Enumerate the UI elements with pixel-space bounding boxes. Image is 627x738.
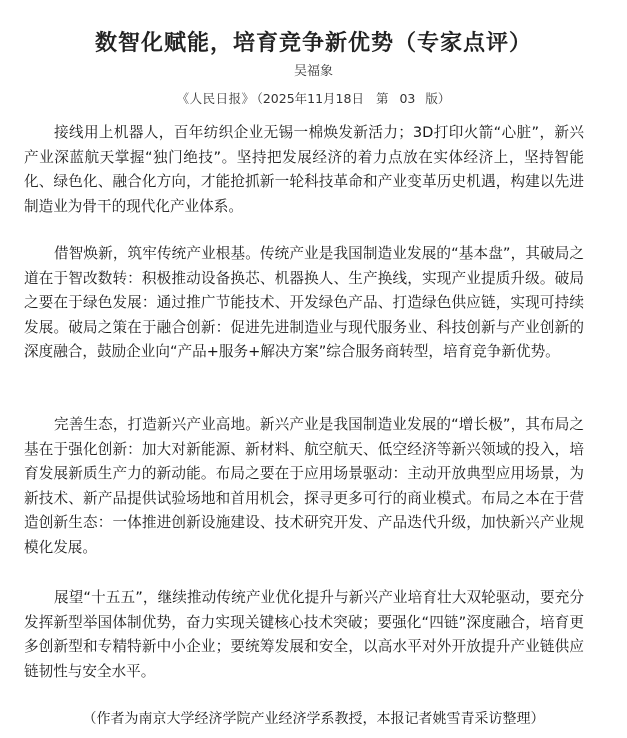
author-note: （作者为南京大学经济学院产业经济学系教授，本报记者姚雪青采访整理）: [82, 711, 545, 727]
article-paragraph: 接线用上机器人，百年纺织企业无锡一棉焕发新活力；3D打印火箭“心脏”，新兴产业深蓝航天掌握“独门绝技”。坚持把发展经济的着力点放在实体经济上，坚持智能化、绿色化、融合化方向，才能抢抓新一轮科技革命和产业变革历史机遇，构建以先进制造业为骨干的现代化产业体系。: [24, 124, 584, 215]
article-paragraph: 完善生态，打造新兴产业高地。新兴产业是我国制造业发展的“增长极”，其布局之基在于强化创新：加大对新能源、新材料、航空航天、低空经济等新兴领域的投入，培育发展新质生产力的新动能。布局之要在于应用场景驱动：主动开放典型应用场景，为新技术、新产品提供试验场地和首用机会，探寻更多可行的商业模式。布局之本在于营造创新生态：一体推进创新设施建设、技术研究开发、产品迭代升级，加快新兴产业规模化发展。: [24, 416, 584, 556]
article-paragraph: 展望“十五五”，继续推动传统产业优化提升与新兴产业培育壮大双轮驱动，要充分发挥新型举国体制优势，奋力实现关键核心技术突破；要强化“四链”深度融合，培育更多创新型和专精特新中小企业；要统筹发展和安全，以高水平对外开放提升产业链供应链韧性与安全水平。: [24, 589, 584, 680]
source-page-number: 03: [399, 91, 416, 106]
source-date: （2025年11月18日: [256, 91, 364, 106]
article-title: 数智化赋能，培育竞争新优势（专家点评）: [94, 30, 532, 56]
article-author: 吴福象: [293, 64, 333, 79]
source-page-label: 第: [375, 91, 390, 106]
source-edition-label: 版）: [425, 91, 451, 106]
source-newspaper: 《人民日报》: [176, 91, 255, 106]
article-source: [0, 89, 627, 109]
article-paragraph: 借智焕新，筑牢传统产业根基。传统产业是我国制造业发展的“基本盘”，其破局之道在于智改数转：积极推动设备换芯、机器换人、生产换线，实现产业提质升级。破局之要在于绿色发展：通过推广节能技术、开发绿色产品、打造绿色供应链，实现可持续发展。破局之策在于融合创新：促进先进制造业与现代服务业、科技创新与产业创新的深度融合，鼓励企业向“产品+服务+解决方案”综合服务商转型，培育竞争新优势。: [24, 245, 584, 361]
